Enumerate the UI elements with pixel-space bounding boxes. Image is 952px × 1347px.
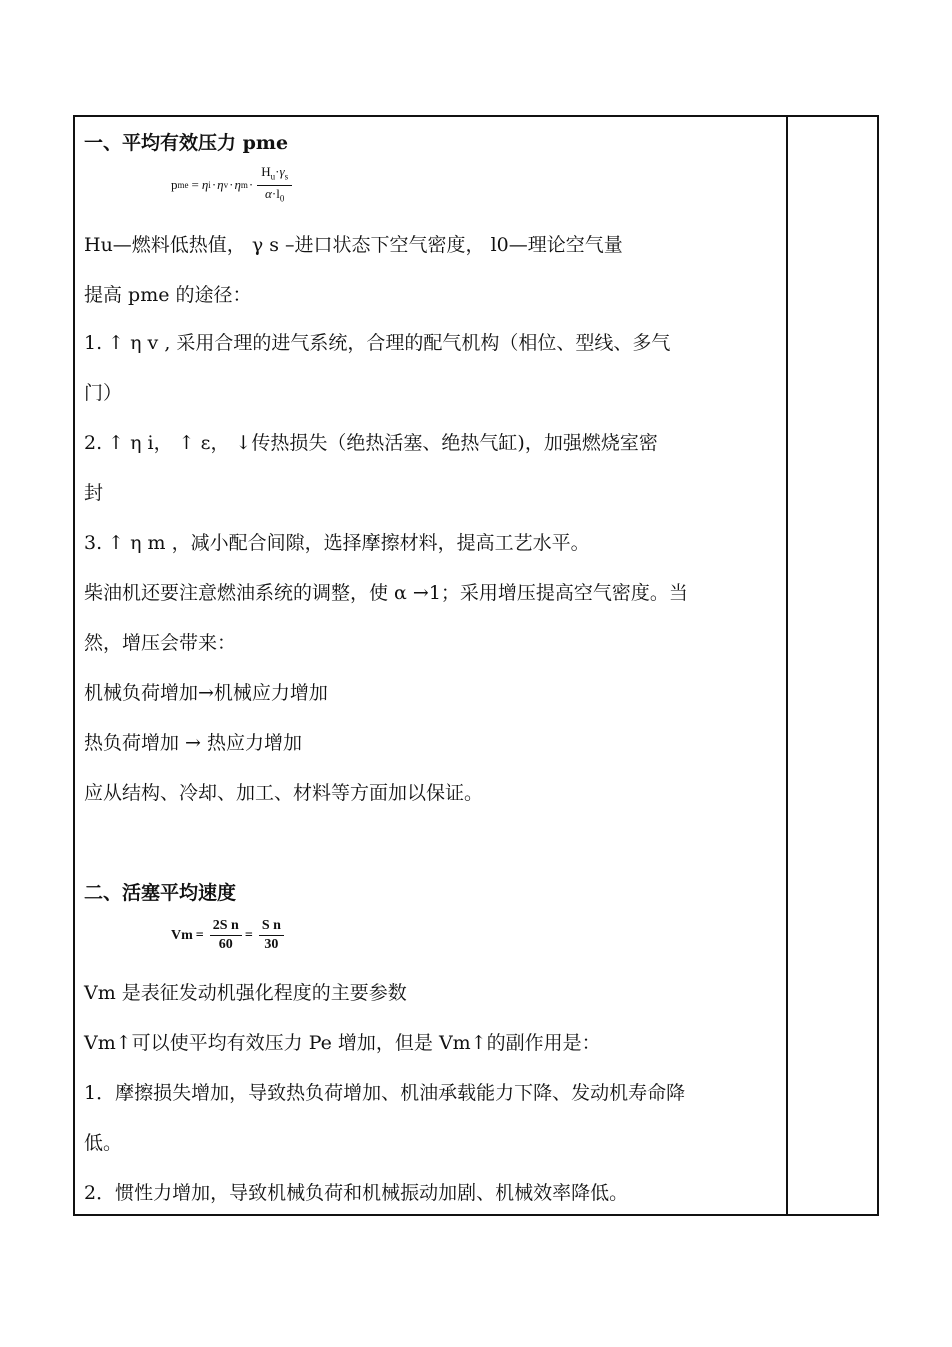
vm-item2-line: 2．惯性力增加，导致机械负荷和机械振动加剧、机械效率降低。	[84, 1182, 629, 1204]
vm-item1-line2: 低。	[84, 1132, 123, 1154]
mech-load-line: 机械负荷增加→机械应力增加	[84, 682, 328, 704]
vm-frac1-num: 2S n	[210, 917, 242, 936]
formula-eta-m: η	[234, 177, 241, 193]
formula-dot-3: ·	[248, 177, 254, 193]
formula-denominator	[261, 186, 288, 207]
main-cell	[75, 117, 788, 1214]
item2-line2: 封	[84, 482, 104, 504]
item1-line2: 门）	[84, 382, 123, 404]
formula-numerator	[257, 164, 292, 186]
formula-eta-v: η	[217, 177, 224, 193]
diesel-line1: 柴油机还要注意燃油系统的调整，使 α →1；采用增压提高空气密度。当	[84, 582, 688, 604]
formula-eta-v-sub: v	[223, 180, 229, 191]
denominator-alpha: α	[265, 185, 272, 201]
formula-eta-m-sub: m	[240, 180, 248, 191]
vm-frac2-num: S n	[259, 917, 284, 936]
heat-load-line: 热负荷增加 → 热应力增加	[84, 732, 302, 754]
formula-dot-2: ·	[229, 177, 234, 193]
formula-lhs-sub: me	[177, 180, 189, 191]
numerator-gamma: γ	[279, 164, 285, 179]
section1-title: 一、平均有效压力 pme	[84, 132, 289, 154]
formula-eta-i-sub: i	[208, 180, 211, 191]
formula-lhs: p	[171, 177, 178, 193]
side-cell	[788, 117, 877, 1214]
vm-side-effect-line: Vm↑可以使平均有效压力 Pe 增加，但是 Vm↑的副作用是：	[84, 1032, 601, 1054]
formula-eta-i: η	[201, 177, 209, 193]
vm-item1-line1: 1．摩擦损失增加，导致热负荷增加、机油承载能力下降、发动机寿命降	[84, 1082, 686, 1104]
vm-frac2-den: 30	[264, 937, 279, 952]
pme-formula	[171, 164, 292, 206]
numerator-h-sub: u	[270, 171, 276, 182]
vm-desc-line: Vm 是表征发动机强化程度的主要参数	[84, 982, 407, 1004]
diesel-line2: 然，增压会带来：	[84, 632, 237, 654]
vm-frac1-den: 60	[218, 937, 233, 952]
denominator-dot: ·	[271, 185, 277, 201]
denominator-l: l	[276, 185, 280, 201]
item1-line1: 1. ↑ η v , 采用合理的进气系统，合理的配气机构（相位、型线、多气	[84, 332, 671, 354]
numerator-gamma-sub: s	[284, 171, 289, 182]
vm-formula	[171, 917, 284, 954]
section2-title: 二、活塞平均速度	[84, 882, 237, 904]
item2-line1: 2. ↑ η i， ↑ ε， ↓传热损失（绝热活塞、绝热气缸)，加强燃烧室密	[84, 432, 658, 454]
vm-eq-2: =	[244, 927, 253, 943]
content-table	[73, 115, 879, 1216]
numerator-h: H	[261, 164, 271, 179]
vm-fraction-2	[259, 917, 284, 954]
ways-title: 提高 pme 的途径：	[84, 284, 252, 306]
formula-dot-1: ·	[211, 177, 217, 193]
denominator-l-sub: 0	[279, 193, 285, 204]
ensure-line: 应从结构、冷却、加工、材料等方面加以保证。	[84, 782, 484, 804]
formula-fraction	[257, 164, 292, 206]
formula-eq: =	[191, 177, 199, 193]
vm-lhs: Vm	[171, 927, 193, 943]
numerator-dot: ·	[275, 164, 280, 179]
vm-eq-1: =	[195, 927, 204, 943]
definitions-text: Hu—燃料低热值， γ s –进口状态下空气密度， l0—理论空气量	[84, 234, 623, 256]
vm-fraction-1	[210, 917, 242, 954]
item3-line: 3. ↑ η m ，减小配合间隙，选择摩擦材料，提高工艺水平。	[84, 532, 590, 554]
